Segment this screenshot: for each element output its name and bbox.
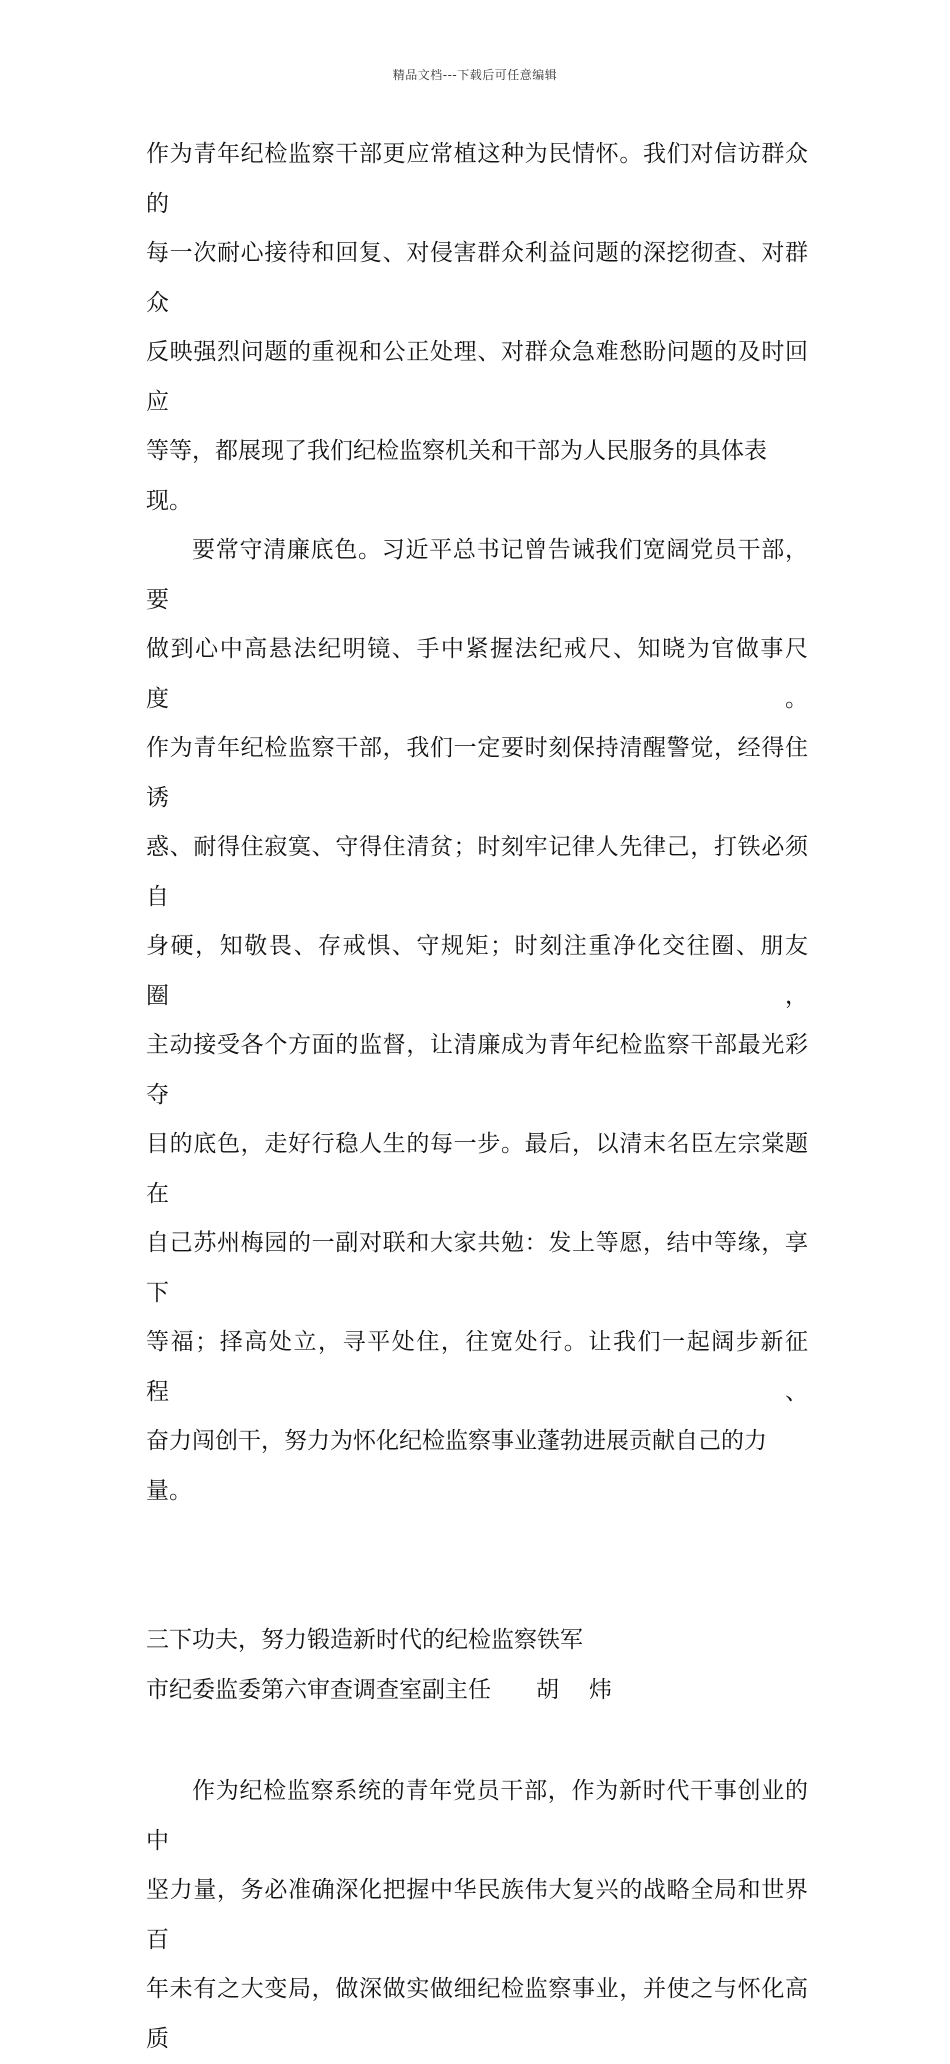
document-body [146, 130, 808, 2064]
text-line: 目的底色，走好行稳人生的每一步。最后，以清末名臣左宗棠题在 [146, 1131, 808, 1207]
author-position: 市纪委监委第六审查调查室副主任 [146, 1676, 491, 1703]
text-line: 等等，都展现了我们纪检监察机关和干部为人民服务的具体表现。 [146, 438, 767, 514]
text-line: 自己苏州梅园的一副对联和大家共勉：发上等愿，结中等缘，享下 [146, 1230, 808, 1306]
text-line: 年未有之大变局，做深做实做细纪检监察事业，并使之与怀化高质 [146, 1976, 808, 2052]
paragraph-2 [146, 526, 808, 1516]
author-byline [146, 1666, 808, 1716]
paragraph-3 [146, 1767, 808, 2064]
page-header: 精品文档---下载后可任意编辑 [392, 68, 558, 82]
text-line: 奋力闯创干，努力为怀化纪检监察事业蓬勃进展贡献自己的力量。 [146, 1428, 767, 1504]
text-line: 作为纪检监察系统的青年党员干部，作为新时代干事创业的中 [146, 1778, 808, 1854]
text-line: 身硬，知敬畏、存戒惧、守规矩；时刻注重净化交往圈、朋友圈， [146, 933, 808, 1009]
text-line: 坚力量，务必准确深化把握中华民族伟大复兴的战略全局和世界百 [146, 1877, 808, 1953]
text-line: 作为青年纪检监察干部，我们一定要时刻保持清醒警觉，经得住诱 [146, 735, 808, 811]
text-line: 做到心中高悬法纪明镜、手中紧握法纪戒尺、知晓为官做事尺度。 [146, 636, 808, 712]
article-title: 三下功夫，努力锻造新时代的纪检监察铁军 [146, 1627, 583, 1653]
text-line: 等福；择高处立，寻平处住，往宽处行。让我们一起阔步新征程、 [146, 1329, 808, 1405]
author-name: 胡炜 [536, 1676, 642, 1703]
text-line: 每一次耐心接待和回复、对侵害群众利益问题的深挖彻查、对群众 [146, 240, 808, 316]
paragraph-1 [146, 130, 808, 526]
text-line: 作为青年纪检监察干部更应常植这种为民情怀。我们对信访群众的 [146, 141, 808, 217]
section-spacer [146, 1715, 808, 1767]
text-line: 惑、耐得住寂寞、守得住清贫；时刻牢记律人先律己，打铁必须自 [146, 834, 808, 910]
text-line: 反映强烈问题的重视和公正处理、对群众急难愁盼问题的及时回应 [146, 339, 808, 415]
text-line: 要常守清廉底色。习近平总书记曾告诫我们宽阔党员干部，要 [146, 537, 808, 613]
text-line: 主动接受各个方面的监督，让清廉成为青年纪检监察干部最光彩夺 [146, 1032, 808, 1108]
section-spacer [146, 1516, 808, 1616]
